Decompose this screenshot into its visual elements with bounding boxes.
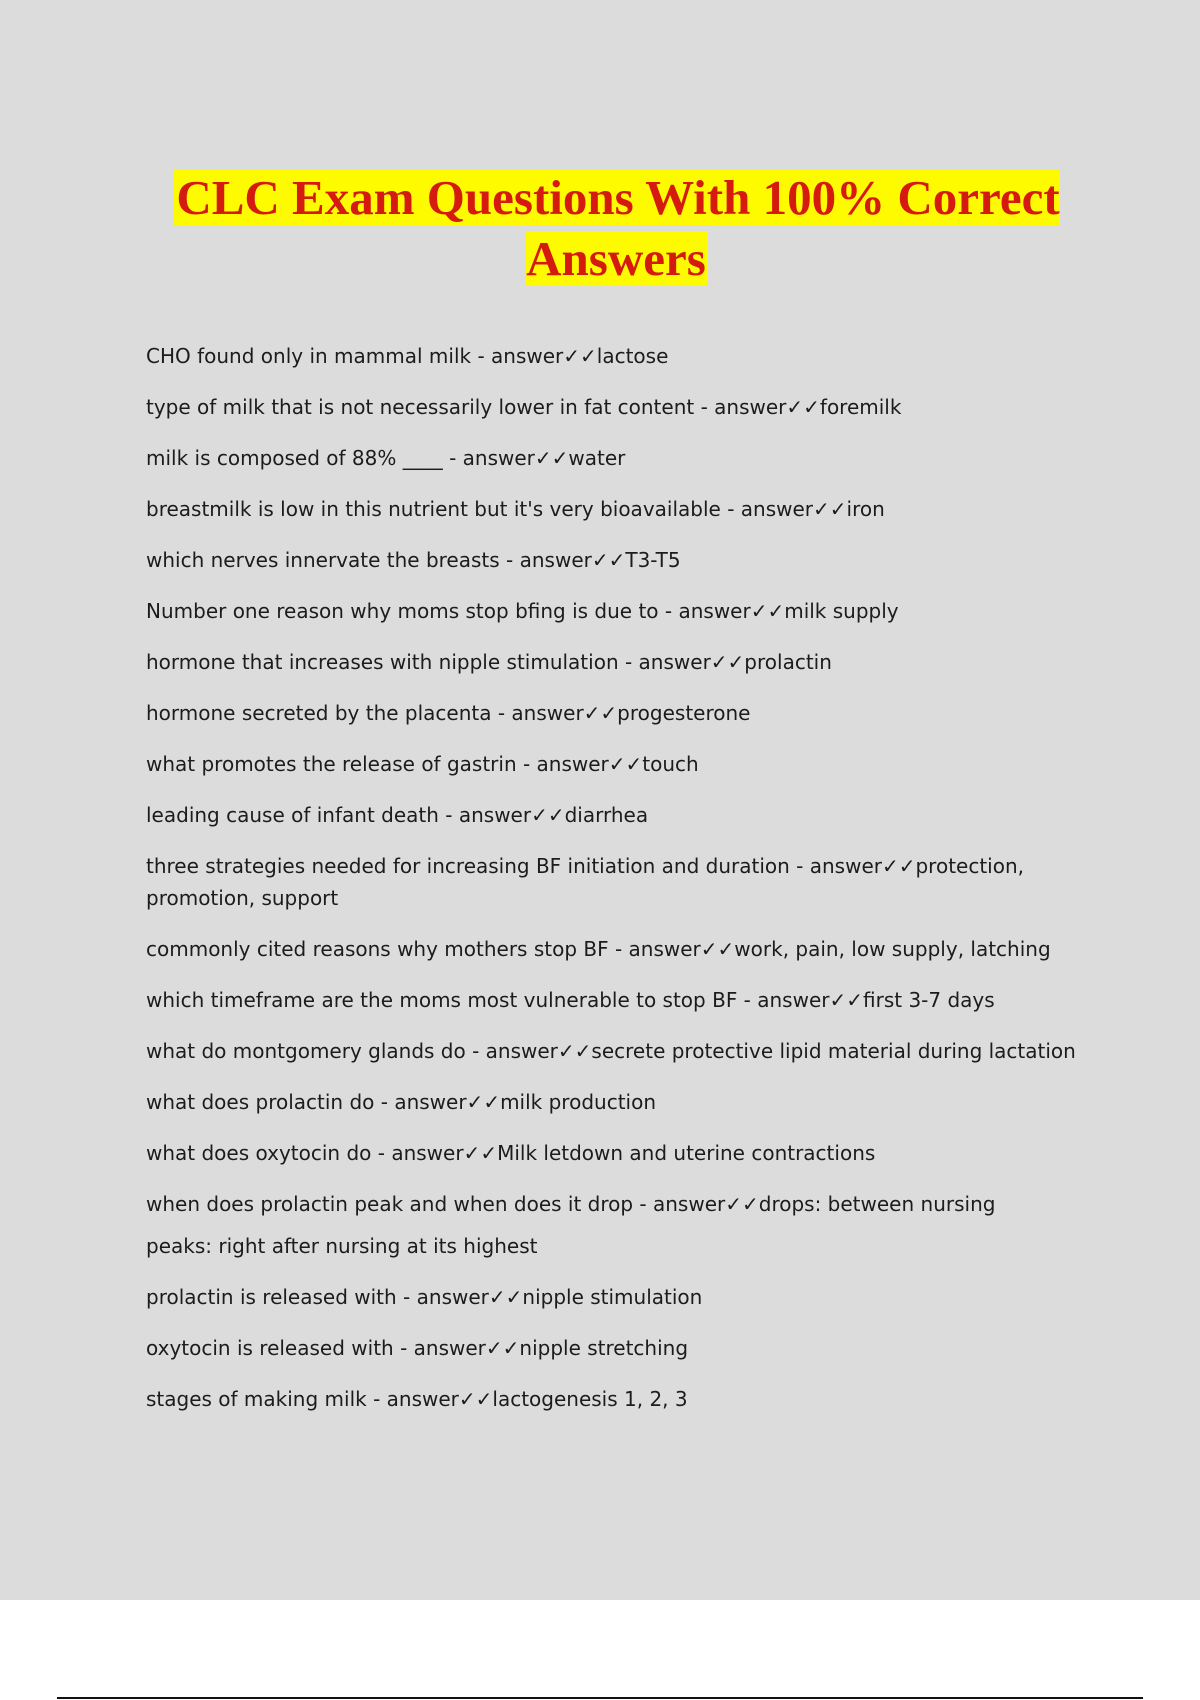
footer-divider bbox=[57, 1697, 1143, 1699]
qa-item: breastmilk is low in this nutrient but it's very bioavailable - answer✓✓iron bbox=[146, 497, 885, 521]
qa-item: CHO found only in mammal milk - answer✓✓lactose bbox=[146, 344, 669, 368]
qa-list bbox=[146, 340, 1086, 1434]
qa-item: what promotes the release of gastrin - answer✓✓touch bbox=[146, 752, 699, 776]
qa-item: hormone secreted by the placenta - answer✓✓progesterone bbox=[146, 701, 751, 725]
qa-item: which timeframe are the moms most vulnerable to stop BF - answer✓✓first 3-7 days bbox=[146, 988, 995, 1012]
qa-item: which nerves innervate the breasts - answer✓✓T3-T5 bbox=[146, 548, 681, 572]
qa-item: three strategies needed for increasing BF initiation and duration - answer✓✓protection, promotion, support bbox=[146, 854, 1025, 910]
qa-item: hormone that increases with nipple stimulation - answer✓✓prolactin bbox=[146, 650, 832, 674]
qa-item-continuation: peaks: right after nursing at its highest bbox=[146, 1234, 538, 1258]
qa-item: what do montgomery glands do - answer✓✓secrete protective lipid material during lactation bbox=[146, 1039, 1076, 1063]
qa-item: type of milk that is not necessarily lower in fat content - answer✓✓foremilk bbox=[146, 395, 902, 419]
qa-item: stages of making milk - answer✓✓lactogenesis 1, 2, 3 bbox=[146, 1387, 688, 1411]
qa-item: commonly cited reasons why mothers stop BF - answer✓✓work, pain, low supply, latching bbox=[146, 937, 1051, 961]
document-title bbox=[100, 167, 1134, 289]
title-text: CLC Exam Questions With 100% Correct Answers bbox=[176, 170, 1060, 286]
qa-item: Number one reason why moms stop bfing is due to - answer✓✓milk supply bbox=[146, 599, 899, 623]
qa-item: what does oxytocin do - answer✓✓Milk letdown and uterine contractions bbox=[146, 1141, 876, 1165]
qa-item: prolactin is released with - answer✓✓nipple stimulation bbox=[146, 1285, 703, 1309]
qa-item: leading cause of infant death - answer✓✓diarrhea bbox=[146, 803, 649, 827]
qa-item: what does prolactin do - answer✓✓milk production bbox=[146, 1090, 656, 1114]
qa-item: oxytocin is released with - answer✓✓nipple stretching bbox=[146, 1336, 689, 1360]
qa-item: when does prolactin peak and when does it drop - answer✓✓drops: between nursing bbox=[146, 1192, 996, 1216]
qa-item: milk is composed of 88% ____ - answer✓✓water bbox=[146, 446, 626, 470]
